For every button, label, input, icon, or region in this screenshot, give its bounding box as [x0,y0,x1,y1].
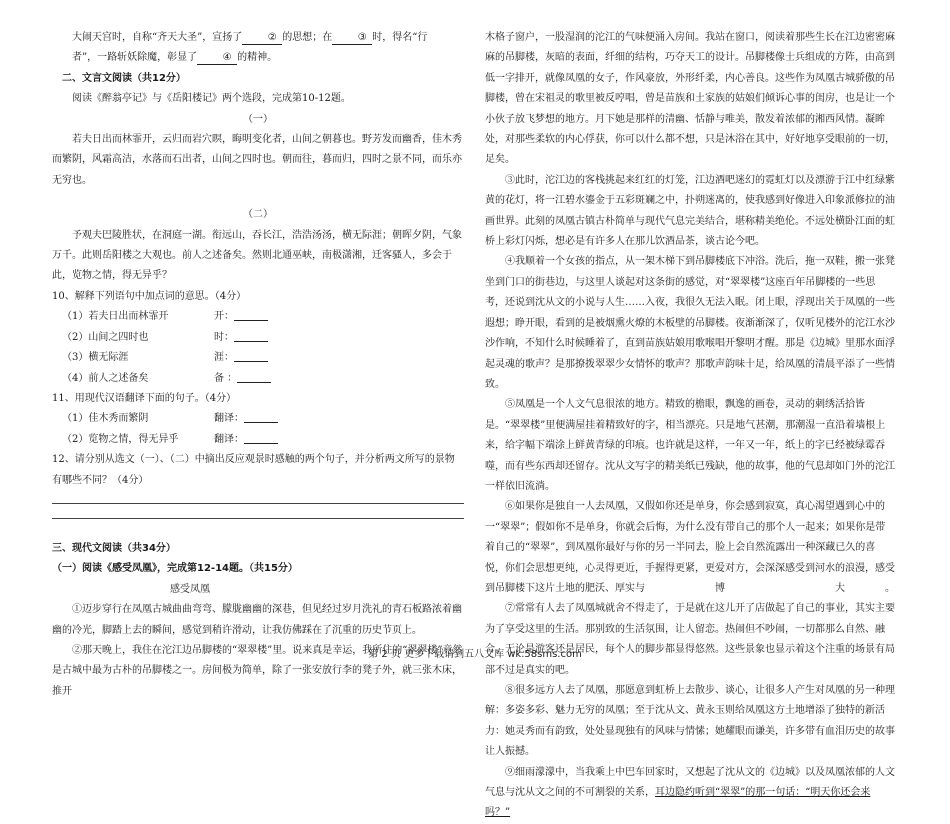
section3-title: 三、现代文阅读（共34分） [52,542,176,554]
essay-paragraph-2-cont: 木格子窗户，一股湿润的沱江的气味便涌入房间。我站在窗口，阅读着那些生长在江边密密麻麻的吊脚楼，灰暗的表面，纤细的结构，巧夺天工的设计。吊脚楼像士兵组成的方阵，由高到低一字排开，就像凤凰的女子，作风豪放，外形纤柔，内心善良。这些作为凤凰古城骄傲的吊脚楼，曾在宋祖灵的歌里被反哼唱，曾是苗族和土家族的姑娘们倾诉心事的闺房，也是让一个小伙子放飞梦想的地方。月下她是那样的清幽、恬静与唯美，散发着浓郁的湘西风情。凝眸处，对那些柔软的内心俘获，你可以什么都不想，只是沐浴在其中，好好地享受眼前的一切，足矣。 [485,32,895,166]
answer-blank[interactable] [234,307,268,321]
blank-3: ③ [332,31,372,45]
q10-item-3: （3）横无际涯 涯： [52,348,464,368]
right-column [485,28,895,824]
underlined-sentence: 耳边隐约听到“翠翠”的那一句话：“明天你还会来吗？” [485,787,871,819]
answer-blank[interactable] [237,369,271,383]
blank-4: ④ [197,51,237,65]
essay-title: 感受凤凰 [170,583,210,595]
question-11: 11、用现代汉语翻译下面的句子。（4分） [52,392,237,404]
q11-item-1: （1）佳木秀而繁阴 翻译： [52,409,464,429]
essay-paragraph-6: ⑥如果你是独自一人去凤凰，又假如你还是单身，你会感到寂寞，真心渴望遇到心中的一“翠翠”；假如你不是单身，你就会后悔，为什么没有带自己的那个人一起来；如果你是带着自己的“翠翠”，到凤凰你最好与你的另一半同去，脸上会自然流露出一种深藏已久的喜悦，你们会思想更纯，心灵得更近，手握得更紧，更爱对方，会深深感受到河水的浪漫，感受到吊脚楼下这片土地的肥沃、厚实与 博 大 。 [485,501,895,594]
answer-line-2[interactable] [52,506,464,519]
answer-blank[interactable] [244,430,278,444]
answer-blank[interactable] [234,328,268,342]
left-column [52,28,464,702]
answer-line-1[interactable] [52,491,464,504]
section2-instructions: 阅读《醉翁亭记》与《岳阳楼记》两个选段，完成第10-12题。 [72,93,351,105]
q10-item-1: （1）若夫日出而林霏开 开： [52,307,464,327]
essay-paragraph-2: ②那天晚上，我住在沱江边吊脚楼的“翠翠楼”里。说来真是幸运，我所住的“翠翠楼”竟然是古城中最为古朴的吊脚楼之一。房间极为简单，除了一张安放行李的凳子外，就三张木床，推开 [52,644,463,697]
passage2-label: （二） [243,209,273,221]
essay-paragraph-4: ④我顺着一个女孩的指点，从一架木梯下到吊脚楼底下冲浴。洗后，拖一双鞋，搬一张凳坐到门口的街巷边，与这里人谈起对这条街的感觉，对“翠翠楼”这座百年吊脚楼的一些思考，还说到沈从文的小说与人生……入夜，我很久无法入眠。闭上眼，浮现出关于凤凰的一些遐想；睁开眼，看到的是被烟熏火燎的木板壁的吊脚楼。夜渐渐深了，仅听见楼外的沱江水沙沙作响，不知什么时候睡着了，直到苗族姑娘用歌喉唱开黎明才醒。那是《边城》里那水面浮起灵魂的歌声？是那撩拨翠翠少女情怀的歌声？那歌声韵味十足，给凤凰的清晨平添了一些情致。 [485,256,895,390]
answer-blank[interactable] [234,348,268,362]
passage1-label: （一） [243,113,273,125]
intro-line-2: 者”，一路斩妖除魔，彰显了 ④ 的精神。 [72,52,278,64]
essay-paragraph-7: ⑦常常有人去了凤凰城就舍不得走了，于是就在这儿开了店做起了自己的事业，其实主要为了享受这里的生活。那别致的生活氛围，让人留恋。热闹但不吵闹，一切都那么自然、融合。无论是游客还是居民，每个人的脚步都显得悠然。这些景象也显示着这个注重的场景有局部不过是真实的吧。 [485,603,895,676]
q11-item-2: （2）览物之情，得无异乎 翻译： [52,430,464,450]
passage2-text: 予观夫巴陵胜状，在洞庭一湖。衔远山，吞长江，浩浩汤汤，横无际涯；朝晖夕阴，气象万千。此则岳阳楼之大观也。前人之述备矣。然则北通巫峡，南极潇湘，迁客骚人，多会于此，览物之情，得无异乎？ [52,229,462,282]
essay-paragraph-5: ⑤凤凰是一个人文气息很浓的地方。精致的檐眼，飘逸的画卷，灵动的刺绣活拾皆是。“翠翠楼”里便满屋挂着精致好的字，相当漂亮。只是地气甚潮，那潮湿一直沿着墙根上来，给字幅下端涂上鲜黄青绿的印痕。也许就是这样，一年又一年，纸上的字已经被绿霉吞噬，而有些东西却还留存。沈从文写字的精美纸已残缺，他的故事，他的气息却如门外的沱江一样依旧流淌。 [485,399,895,492]
essay-paragraph-1: ①迈步穿行在凤凰古城曲曲弯弯、朦胧幽幽的深巷，但见经过岁月洗礼的青石板路浓着幽幽的冷光，脚踏上去的瞬间，感觉到稍许滑动，让我仿佛踩在了沉重的历史节页上。 [52,604,462,636]
section2-title: 二、文言文阅读（共12分） [62,72,186,84]
essay-paragraph-8: ⑧很多远方人去了凤凰，那愿意到虹桥上去散步、谈心，让很多人产生对凤凰的另一种理解：多姿多彩、魅力无穷的凤凰；至于沈从文、黄永玉则给凤凰这方土地增添了独特的新活力：她灵秀而有韵致，处处显现独有的风味与情愫；她耀眼而谦美，许多带有血泪历史的故事让人振撼。 [485,685,895,758]
q10-item-4: （4）前人之述备矣 备 ： [52,369,464,389]
question-12: 12、请分别从选文（一）、（二）中摘出反应观景时感触的两个句子，并分析两文所写的景物有哪些不同？（4分） [52,454,455,486]
intro-line-1: 大闹天宫时，自称“齐天大圣”，宣扬了 ② 的思想；在 ③ 时，得名“行 [72,32,428,43]
essay-paragraph-9: ⑨细雨濛濛中，当我乘上中巴车回家时，又想起了沈从文的《边城》以及凤凰浓郁的人文气息与沈从文之间的不可割裂的关系，耳边隐约听到“翠翠”的那一句话：“明天你还会来吗？” [485,766,895,819]
blank-2: ② [242,31,282,45]
answer-blank[interactable] [244,409,278,423]
page-footer: 第 2 页 更多下载请到五八文库 wk.58sms.com [368,649,582,660]
essay-paragraph-3: ③此时，沱江边的客栈挑起来红红的灯笼，江边酒吧迷幻的霓虹灯以及漂游于江中红绿紫黄的花灯，将一江碧水鎏金于五彩斑斓之中，扑朔迷离的，使我感到好像进入印象派修拉的油画世界。此刻的凤凰古镇古朴简单与现代气息完美结合，堪称精美绝伦。不远处横卧江面的虹桥上彩灯闪烁，想必是有许多人在那儿饮酒品茶，谈古论今吧。 [485,174,895,248]
question-10: 10、解释下列语句中加点词的意思。（4分） [52,290,247,302]
section3-subtitle: （一）阅读《感受凤凰》，完成第12-14题。（共15分） [52,563,298,575]
passage1-text: 若夫日出而林霏开，云归而岩穴暝，晦明变化者，山间之朝暮也。野芳发而幽香，佳木秀而繁阴，风霜高洁，水落而石出者，山间之四时也。朝而往，暮而归，四时之景不同，而乐亦无穷也。 [52,134,462,186]
q10-item-2: （2）山间之四时也 时： [52,328,464,348]
